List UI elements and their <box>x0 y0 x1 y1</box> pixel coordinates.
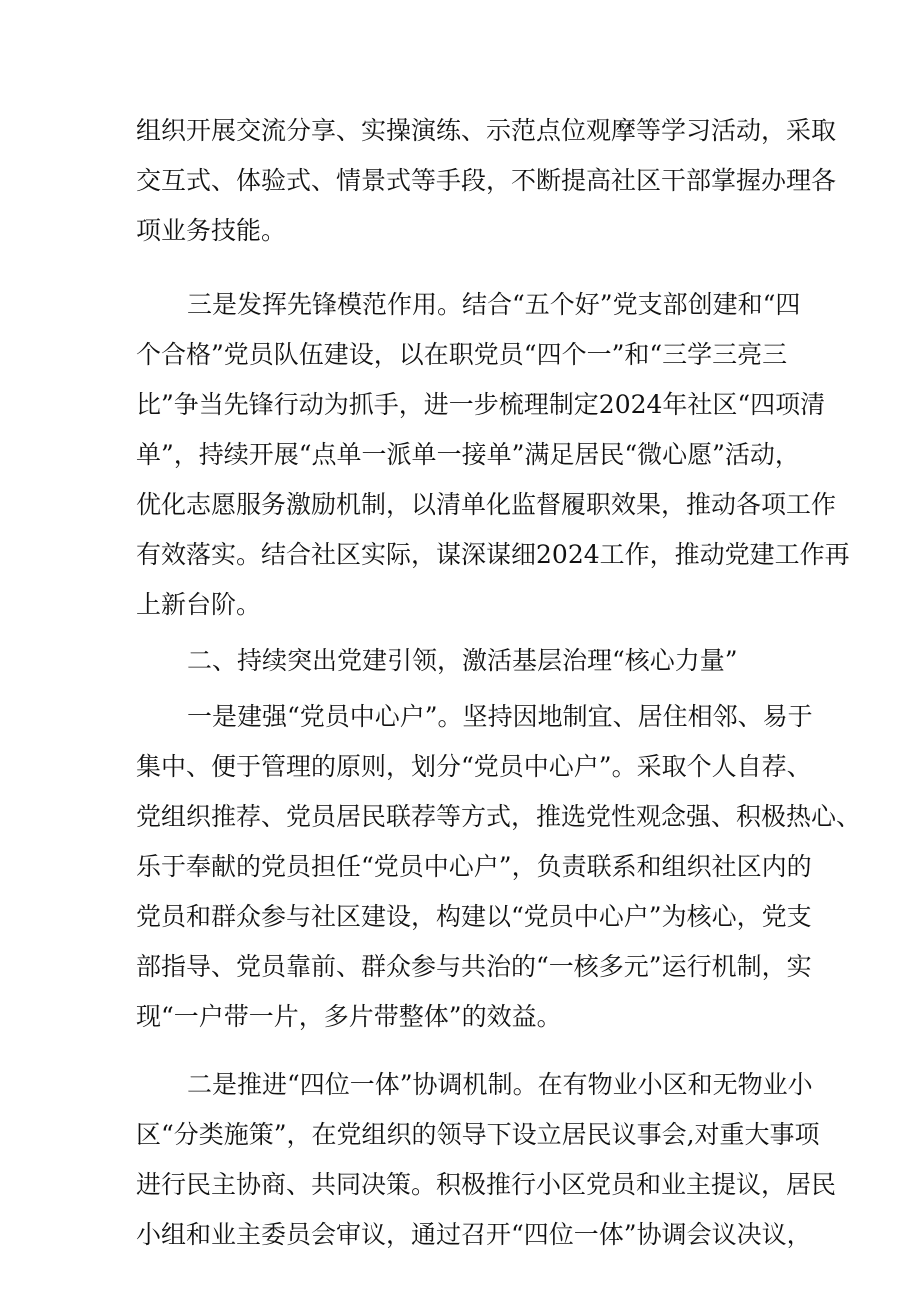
paragraph-line: 二是推进“四位一体”协调机制。在有物业小区和无物业小 <box>187 1070 813 1099</box>
paragraph-line: 集中、便于管理的原则，划分“党员中心户”。采取个人自荐、 <box>136 752 812 781</box>
paragraph-line: 个合格”党员队伍建设，以在职党员“四个一”和“三学三亮三 <box>136 340 788 369</box>
paragraph-line: 单”，持续开展“点单一派单一接单”满足居民“微心愿”活动， <box>136 440 800 469</box>
paragraph-line: 党组织推荐、党员居民联荐等方式，推选党性观念强、积极热心、 <box>136 802 862 831</box>
paragraph-line: 三是发挥先锋模范作用。结合“五个好”党支部创建和“四 <box>187 290 801 319</box>
paragraph-line: 一是建强“党员中心户”。坚持因地制宜、居住相邻、易于 <box>187 702 813 731</box>
paragraph-line: 党员和群众参与社区建设，构建以“党员中心户”为核心，党支 <box>136 902 812 931</box>
paragraph-line: 现“一户带一片，多片带整体”的效益。 <box>136 1002 562 1031</box>
paragraph-line: 优化志愿服务激励机制，以清单化监督履职效果，推动各项工作 <box>136 490 837 519</box>
paragraph-line: 区“分类施策”，在党组织的领导下设立居民议事会,对重大事项 <box>136 1120 820 1149</box>
paragraph-line: 小组和业主委员会审议，通过召开“四位一体”协调会议决议， <box>136 1220 812 1249</box>
paragraph-line: 乐于奉献的党员担任“党员中心户”，负责联系和组织社区内的 <box>136 852 812 881</box>
paragraph-line: 上新台阶。 <box>136 590 262 619</box>
paragraph-line: 有效落实。结合社区实际，谋深谋细2024工作，推动党建工作再 <box>136 540 850 569</box>
section-heading: 二、持续突出党建引领，激活基层治理“核心力量” <box>187 646 738 675</box>
paragraph-line: 项业务技能。 <box>136 216 287 245</box>
paragraph-line: 部指导、党员靠前、群众参与共治的“一核多元”运行机制，实 <box>136 952 812 981</box>
paragraph-line: 进行民主协商、共同决策。积极推行小区党员和业主提议，居民 <box>136 1170 837 1199</box>
paragraph-line: 组织开展交流分享、实操演练、示范点位观摩等学习活动，采取 <box>136 116 837 145</box>
paragraph-line: 比”争当先锋行动为抓手，进一步梳理制定2024年社区“四项清 <box>136 390 826 419</box>
paragraph-line: 交互式、体验式、情景式等手段，不断提高社区干部掌握办理各 <box>136 166 837 195</box>
